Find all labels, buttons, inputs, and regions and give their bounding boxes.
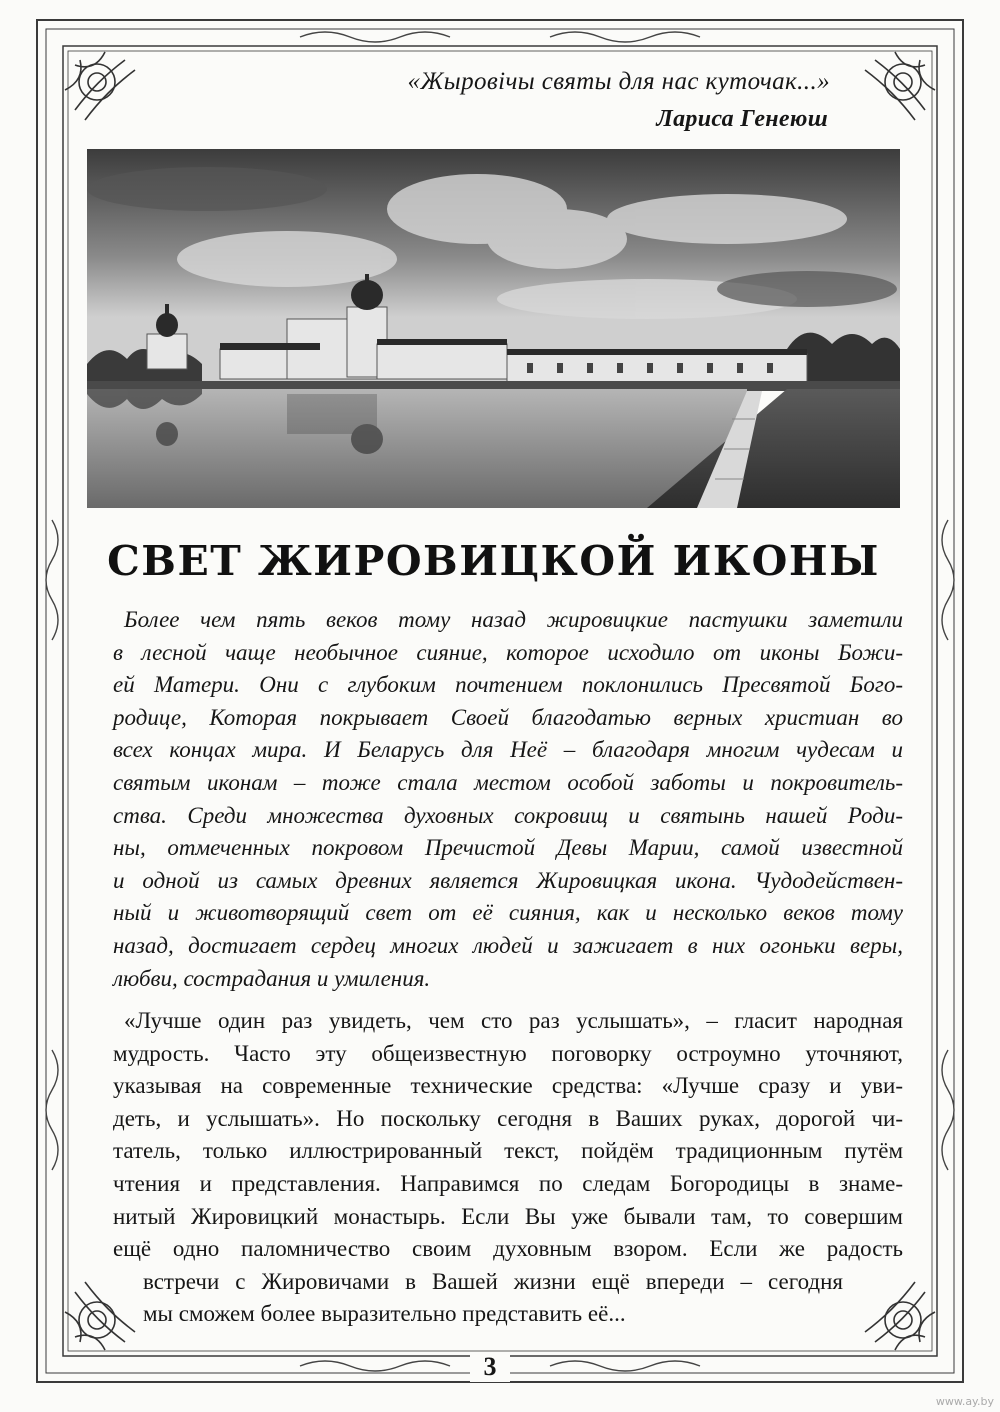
intro-line: ны, отмеченных покровом Пречистой Девы Марии, самой известной — [113, 835, 903, 861]
body-line: встречи с Жировичами в Вашей жизни ещё впереди – сегодня — [143, 1268, 843, 1294]
body-line: ещё одно паломничество своим духовным взором. Если же радость — [113, 1236, 903, 1262]
intro-paragraph — [113, 604, 903, 995]
watermark: www.ay.by — [935, 1395, 994, 1408]
body-line: чтения и представления. Направимся по следам Богородицы в знаме- — [113, 1170, 903, 1196]
intro-line: в лесной чаще необычное сияние, которое исходило от иконы Божи- — [113, 639, 903, 665]
page-title: СВЕТ ЖИРОВИЦКОЙ ИКОНЫ — [107, 537, 880, 585]
intro-line: любви, сострадания и умиления. — [113, 965, 431, 991]
body-line: мы сможем более выразительно представить её... — [143, 1301, 626, 1327]
intro-line: ей Матери. Они с глубоким почтением поклонились Пресвятой Бого- — [113, 672, 903, 698]
page-number: 3 — [470, 1352, 510, 1382]
intro-line: и одной из самых древних является Жировицкая икона. Чудодействен- — [113, 867, 903, 893]
body-line: указывая на современные технические средства: «Лучше сразу и уви- — [113, 1073, 903, 1099]
intro-line: Более чем пять веков тому назад жировицкие пастушки заметили — [124, 607, 903, 632]
body-line: деть, и услышать». Но поскольку сегодня в Ваших руках, дорогой чи- — [113, 1105, 903, 1131]
intro-line: ный и животворящий свет от её сияния, как и несколько веков тому — [113, 900, 903, 926]
monastery-photo — [87, 149, 900, 508]
intro-line: ства. Среди множества духовных сокровищ и святынь нашей Роди- — [113, 802, 903, 828]
body-line: татель, только иллюстрированный текст, пойдём традиционным путём — [113, 1138, 903, 1164]
body-line: нитый Жировицкий монастырь. Если Вы уже бывали там, то совершим — [113, 1203, 903, 1229]
epigraph-quote: «Жыровічы святы для нас куточак...» — [407, 68, 830, 95]
intro-line: назад, достигает сердец многих людей и зажигает в них огоньки веры, — [113, 932, 903, 958]
intro-line: всех концах мира. И Беларусь для Неё – благодаря многим чудесам и — [113, 737, 903, 763]
body-paragraph — [113, 1005, 903, 1331]
body-line: «Лучше один раз увидеть, чем сто раз услышать», – гласит народная — [124, 1008, 903, 1033]
intro-line: святым иконам – тоже стала местом особой заботы и покровитель- — [113, 769, 903, 795]
epigraph — [408, 68, 830, 96]
intro-line: родице, Которая покрывает Своей благодатью верных христиан во — [113, 704, 903, 730]
epigraph-author: Лариса Генеюш — [656, 106, 828, 132]
body-line: мудрость. Часто эту общеизвестную поговорку остроумно уточняют, — [113, 1040, 903, 1066]
